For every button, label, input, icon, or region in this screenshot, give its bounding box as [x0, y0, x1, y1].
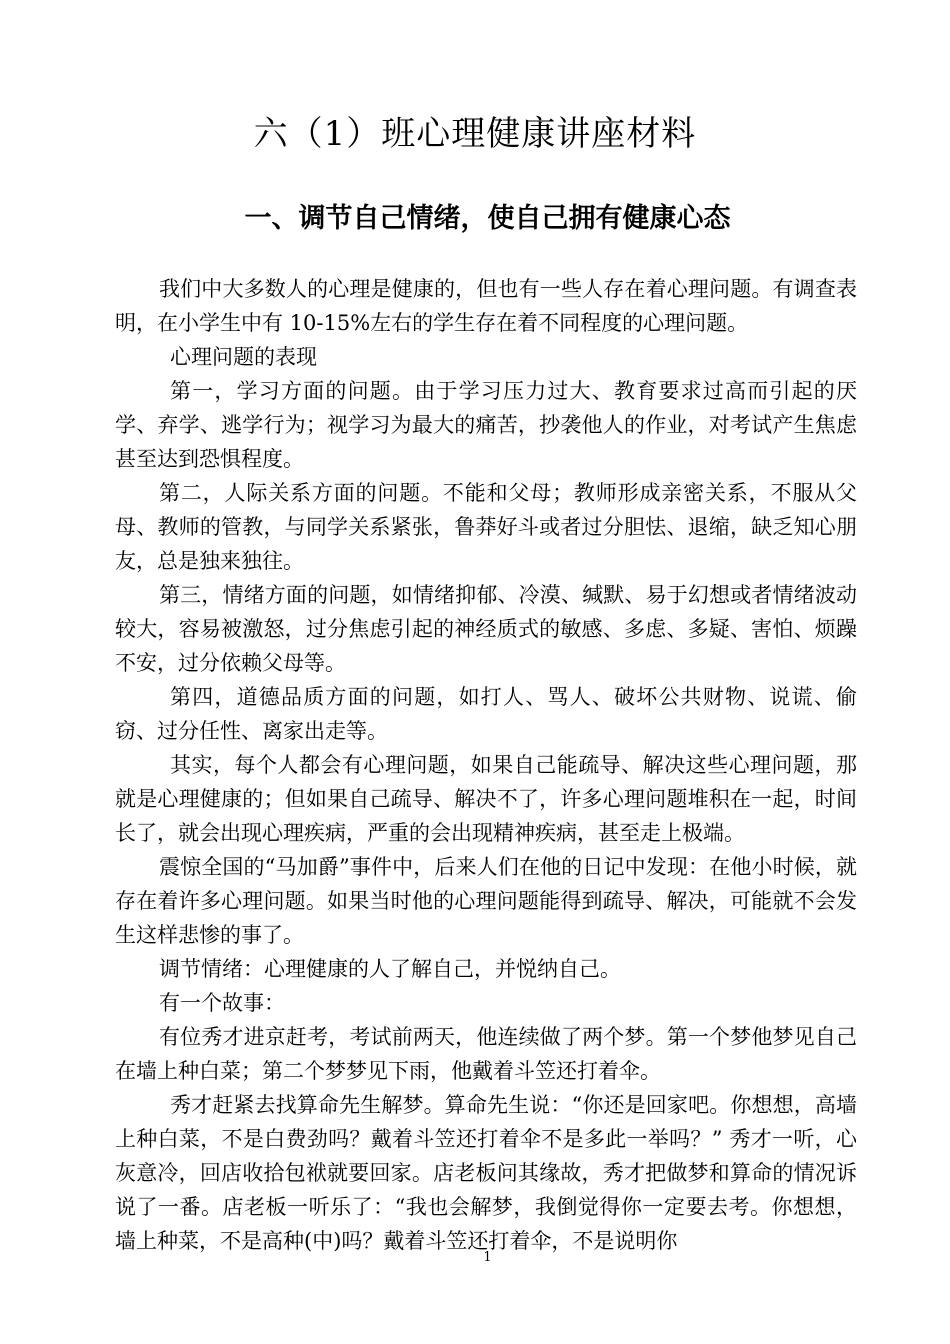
paragraph-everyone-has-problems: 其实，每个人都会有心理问题，如果自己能疏导、解决这些心理问题，那就是心理健康的；但如果自己疏导、解决不了，许多心理问题堆积在一起，时间长了，就会出现心理疾病，严重的会出现精神疾病，甚至走上极端。: [115, 753, 857, 845]
body-text: [115, 272, 857, 1258]
paragraph-intro: 我们中大多数人的心理是健康的，但也有一些人存在着心理问题。有调查表明，在小学生中有 10-15%左右的学生存在着不同程度的心理问题。: [115, 277, 857, 335]
paragraph-moral-problems: 第四，道德品质方面的问题，如打人、骂人、破坏公共财物、说谎、偷窃、过分任性、离家出走等。: [115, 685, 857, 743]
paragraph-heading-symptoms: 心理问题的表现: [170, 345, 317, 369]
paragraph-story-intro: 有一个故事：: [159, 991, 285, 1015]
paragraph-story-interpretation: 秀才赶紧去找算命先生解梦。算命先生说：“你还是回家吧。你想想，高墙上种白菜，不是白费劲吗？戴着斗笠还打着伞不是多此一举吗？” 秀才一听，心灰意冷，回店收拾包袱就要回家。店老板问其缘故，秀才把做梦和算命的情况诉说了一番。店老板一听乐了：“我也会解梦，我倒觉得你一定要去考。你想想，墙上种菜，不是高种(中)吗？戴着斗笠还打着伞，不是说明你: [115, 1093, 857, 1253]
paragraph-story-dream: 有位秀才进京赶考，考试前两天，他连续做了两个梦。第一个梦他梦见自己在墙上种白菜；第二个梦梦见下雨，他戴着斗笠还打着伞。: [115, 1025, 857, 1083]
page-title: 六（1）班心理健康讲座材料: [253, 114, 697, 154]
paragraph-relationship-problems: 第二，人际关系方面的问题。不能和父母；教师形成亲密关系，不服从父母、教师的管教，与同学关系紧张，鲁莽好斗或者过分胆怯、退缩，缺乏知心朋友，总是独来独往。: [115, 481, 857, 573]
paragraph-study-problems: 第一，学习方面的问题。由于学习压力过大、教育要求过高而引起的厌学、弃学、逃学行为；视学习为最大的痛苦，抄袭他人的作业，对考试产生焦虑甚至达到恐惧程度。: [115, 379, 857, 471]
paragraph-case: 震惊全国的“马加爵”事件中，后来人们在他的日记中发现：在他小时候，就存在着许多心理问题。如果当时他的心理问题能得到疏导、解决，可能就不会发生这样悲惨的事了。: [115, 855, 857, 947]
page-number: 1: [483, 1250, 492, 1265]
section-heading: 一、调节自己情绪，使自己拥有健康心态: [244, 203, 731, 234]
paragraph-regulate-emotion: 调节情绪：心理健康的人了解自己，并悦纳自己。: [159, 957, 621, 981]
paragraph-emotion-problems: 第三，情绪方面的问题，如情绪抑郁、冷漠、缄默、易于幻想或者情绪波动较大，容易被激怒，过分焦虑引起的神经质式的敏感、多虑、多疑、害怕、烦躁不安，过分依赖父母等。: [115, 583, 857, 675]
